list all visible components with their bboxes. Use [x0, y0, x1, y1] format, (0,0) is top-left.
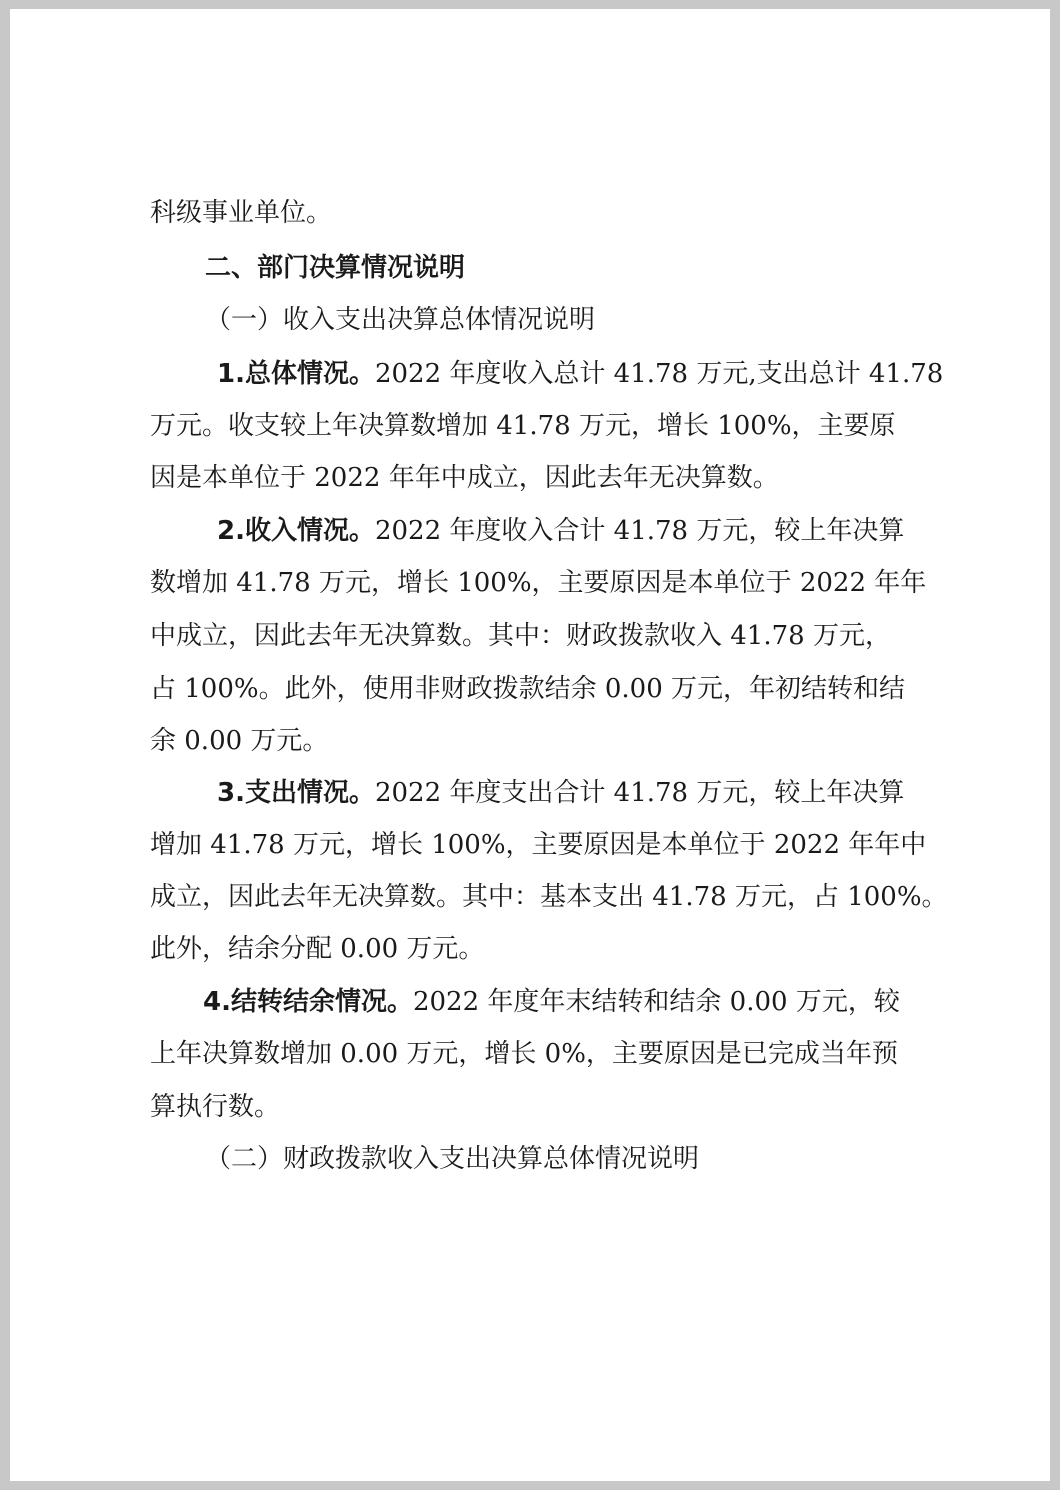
paragraph-1-text: 2022 年度收入总计 41.78 万元,支出总计 41.78	[374, 359, 944, 389]
document-page	[10, 9, 1050, 1481]
paragraph-3-first-line	[217, 777, 904, 809]
text-line: 科级事业单位。	[150, 198, 333, 228]
paragraph-2-first-line	[217, 515, 904, 547]
paragraph-3-line-4: 此外，结余分配 0.00 万元。	[150, 934, 485, 964]
paragraph-3-line-2: 增加 41.78 万元，增长 100%，主要原因是本单位于 2022 年年中	[150, 830, 927, 860]
paragraph-2-heading: 2.收入情况。	[217, 516, 375, 546]
paragraph-1-line-2: 万元。收支较上年决算数增加 41.78 万元，增长 100%，主要原	[150, 411, 896, 441]
paragraph-4-line-3: 算执行数。	[150, 1092, 281, 1122]
paragraph-2-line-2: 数增加 41.78 万元，增长 100%，主要原因是本单位于 2022 年年	[150, 568, 927, 598]
paragraph-3-line-3: 成立，因此去年无决算数。其中：基本支出 41.78 万元，占 100%。	[150, 882, 948, 912]
paragraph-2-text: 2022 年度收入合计 41.78 万元，较上年决算	[374, 516, 905, 546]
subsection-heading-2: （二）财政拨款收入支出决算总体情况说明	[205, 1144, 700, 1174]
paragraph-1-first-line	[217, 358, 943, 390]
paragraph-3-heading: 3.支出情况。	[217, 778, 375, 808]
section-heading: 二、部门决算情况说明	[205, 253, 466, 283]
paragraph-4-text: 2022 年度年末结转和结余 0.00 万元，较	[412, 987, 900, 1017]
paragraph-4-first-line	[203, 986, 900, 1018]
paragraph-2-line-3: 中成立，因此去年无决算数。其中：财政拨款收入 41.78 万元，	[150, 621, 891, 651]
paragraph-1-heading: 1.总体情况。	[217, 359, 375, 389]
subsection-heading: （一）收入支出决算总体情况说明	[205, 305, 596, 335]
paragraph-2-line-5: 余 0.00 万元。	[150, 726, 329, 756]
paragraph-4-heading: 4.结转结余情况。	[203, 987, 413, 1017]
paragraph-2-line-4: 占 100%。此外，使用非财政拨款结余 0.00 万元，年初结转和结	[150, 674, 906, 704]
paragraph-3-text: 2022 年度支出合计 41.78 万元，较上年决算	[374, 778, 905, 808]
paragraph-1-line-3: 因是本单位于 2022 年年中成立，因此去年无决算数。	[150, 463, 779, 493]
paragraph-4-line-2: 上年决算数增加 0.00 万元，增长 0%，主要原因是已完成当年预	[150, 1039, 898, 1069]
